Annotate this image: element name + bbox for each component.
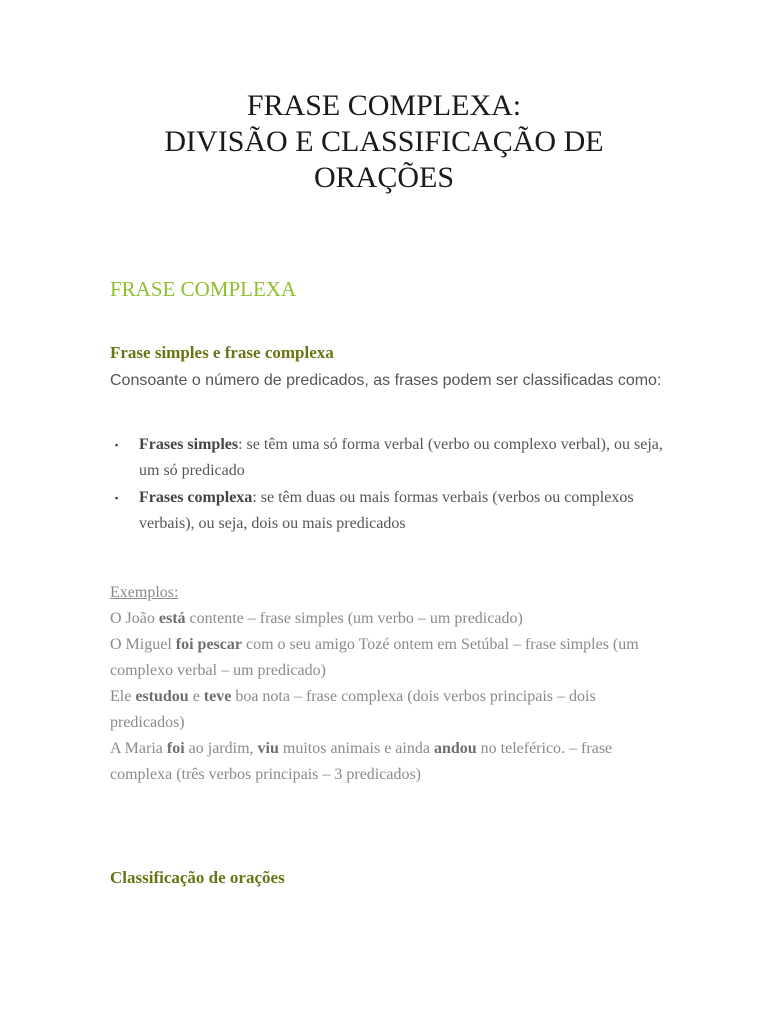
- section-heading: FRASE COMPLEXA: [110, 277, 297, 301]
- example-text: e: [188, 688, 204, 705]
- example-line: [110, 606, 670, 632]
- bullet-list: [110, 432, 670, 538]
- example-text: com o seu amigo Tozé ontem em Setúbal – frase simples (um complexo verbal – um predicado): [110, 636, 639, 679]
- example-text: ao jardim,: [184, 740, 258, 757]
- example-verb: está: [158, 610, 186, 627]
- bullet-term: Frases simples: [139, 436, 239, 453]
- subheading-simple-complex: Frase simples e frase complexa: [110, 343, 334, 362]
- example-line: [110, 684, 670, 736]
- examples-block: [110, 580, 670, 788]
- example-line: [110, 736, 670, 788]
- bullet-text: : se têm duas ou mais formas verbais (verbos ou complexos verbais), ou seja, dois ou mais predicados: [139, 489, 634, 532]
- examples-label: Exemplos:: [110, 584, 179, 601]
- example-line: [110, 632, 670, 684]
- bullet-term: Frases complexa: [139, 489, 253, 506]
- example-text: boa nota – frase complexa (dois verbos principais – dois predicados): [110, 688, 596, 731]
- example-text: muitos animais e ainda: [278, 740, 434, 757]
- bullet-icon: ▪: [115, 493, 119, 503]
- example-verb: foi: [166, 740, 185, 757]
- document-title: [0, 88, 768, 196]
- example-text: O Miguel: [110, 636, 176, 653]
- example-verb: teve: [203, 688, 232, 705]
- example-verb: estudou: [135, 688, 189, 705]
- example-text: contente – frase simples (um verbo – um predicado): [185, 610, 523, 627]
- intro-paragraph: Consoante o número de predicados, as frases podem ser classificadas como:: [110, 372, 662, 389]
- example-text: Ele: [110, 688, 136, 705]
- list-item: [110, 485, 670, 537]
- example-text: no teleférico. – frase complexa (três verbos principais – 3 predicados): [110, 740, 613, 783]
- subheading-classification: Classificação de orações: [110, 868, 285, 887]
- title-line-1: FRASE COMPLEXA:: [246, 89, 522, 122]
- bullet-icon: ▪: [115, 440, 119, 450]
- example-verb: andou: [433, 740, 477, 757]
- example-text: A Maria: [110, 740, 167, 757]
- title-line-2: DIVISÃO E CLASSIFICAÇÃO DE: [164, 125, 604, 158]
- example-text: O João: [110, 610, 159, 627]
- example-verb: viu: [257, 740, 279, 757]
- list-item: [110, 432, 670, 484]
- bullet-text: : se têm uma só forma verbal (verbo ou complexo verbal), ou seja, um só predicado: [139, 436, 663, 479]
- title-line-3: ORAÇÕES: [313, 161, 455, 194]
- example-verb: foi pescar: [175, 636, 242, 653]
